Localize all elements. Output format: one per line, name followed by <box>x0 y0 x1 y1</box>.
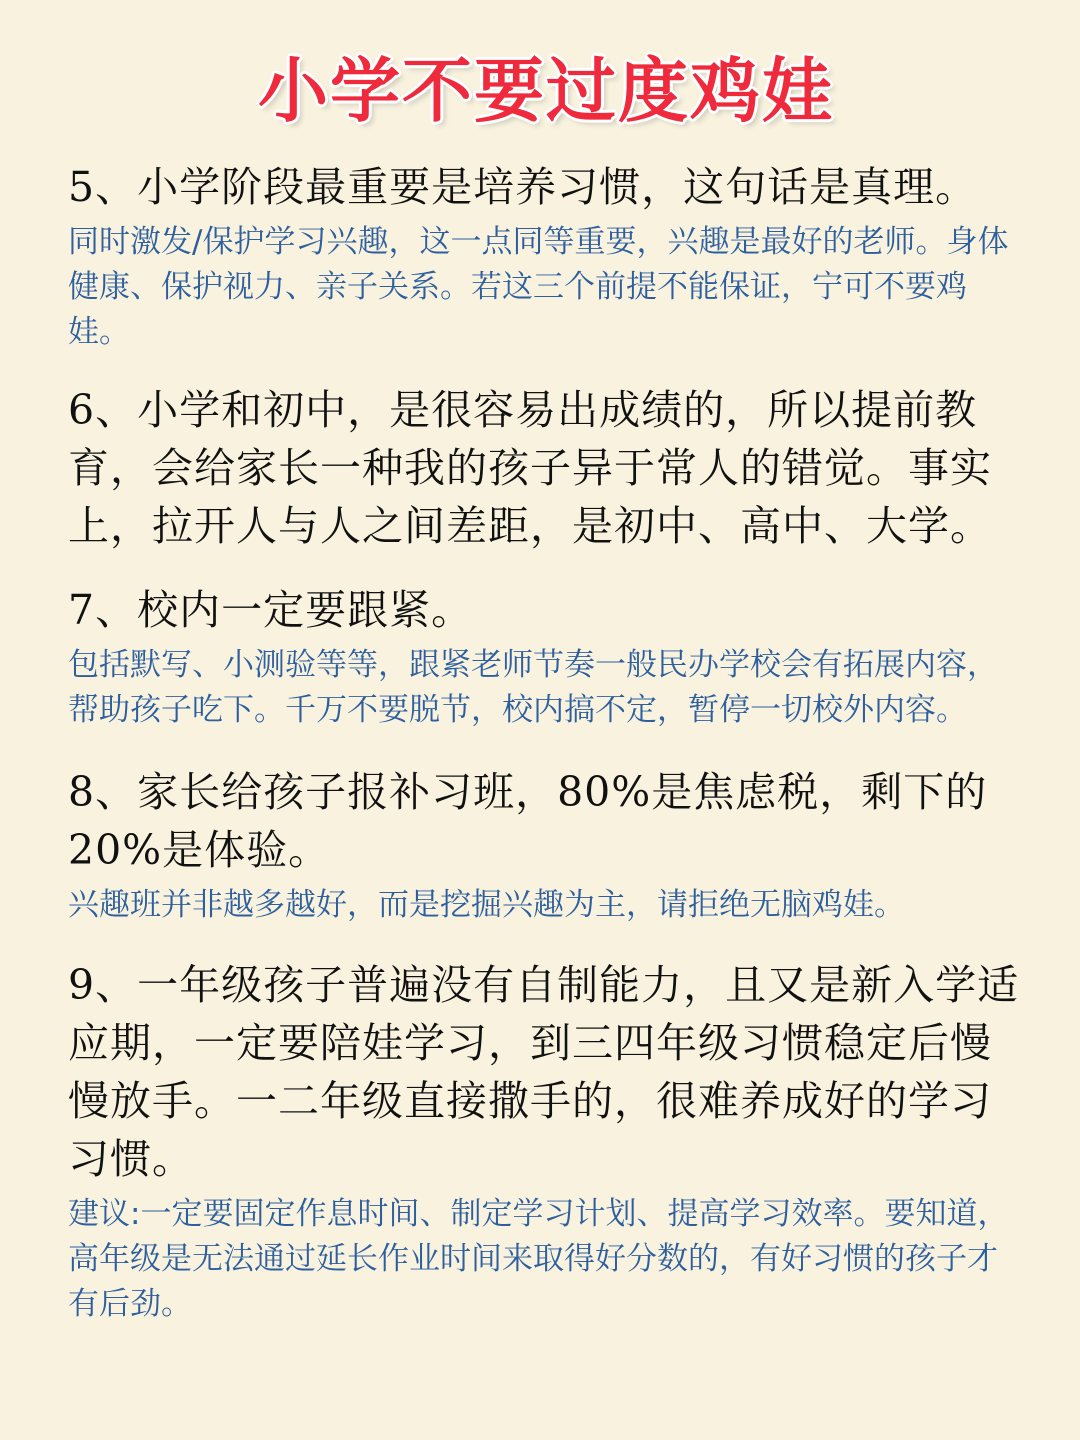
page-title: 小学不要过度鸡娃 <box>258 50 834 132</box>
list-item <box>68 581 1024 733</box>
item-main-text: 9、一年级孩子普遍没有自制能力，且又是新入学适应期，一定要陪娃学习，到三四年级习惯稳定后慢慢放手。一二年级直接撒手的，很难养成好的学习习惯。 <box>68 961 1020 1183</box>
item-note-text: 包括默写、小测验等等，跟紧老师节奏一般民办学校会有拓展内容，帮助孩子吃下。千万不要脱节，校内搞不定，暂停一切校外内容。 <box>68 647 998 728</box>
item-note-text: 同时激发/保护学习兴趣，这一点同等重要，兴趣是最好的老师。身体健康、保护视力、亲子关系。若这三个前提不能保证，宁可不要鸡娃。 <box>68 224 1009 350</box>
list-item <box>68 381 1024 555</box>
list-item <box>68 956 1024 1327</box>
item-main-text: 7、校内一定要跟紧。 <box>68 586 474 634</box>
item-note-text: 兴趣班并非越多越好，而是挖掘兴趣为主，请拒绝无脑鸡娃。 <box>68 887 905 923</box>
item-main-text: 5、小学阶段最重要是培养习惯，这句话是真理。 <box>68 163 978 211</box>
list-item <box>68 158 1024 355</box>
item-main-text: 8、家长给孩子报补习班，80%是焦虑税，剩下的20%是体验。 <box>68 768 988 874</box>
item-main-text: 6、小学和初中，是很容易出成绩的，所以提前教育，会给家长一种我的孩子异于常人的错觉。事实上，拉开人与人之间差距，是初中、高中、大学。 <box>68 386 992 550</box>
list-item <box>68 763 1024 928</box>
item-note-text: 建议:一定要固定作息时间、制定学习计划、提高学习效率。要知道，高年级是无法通过延长作业时间来取得好分数的，有好习惯的孩子才有后劲。 <box>68 1196 1009 1322</box>
